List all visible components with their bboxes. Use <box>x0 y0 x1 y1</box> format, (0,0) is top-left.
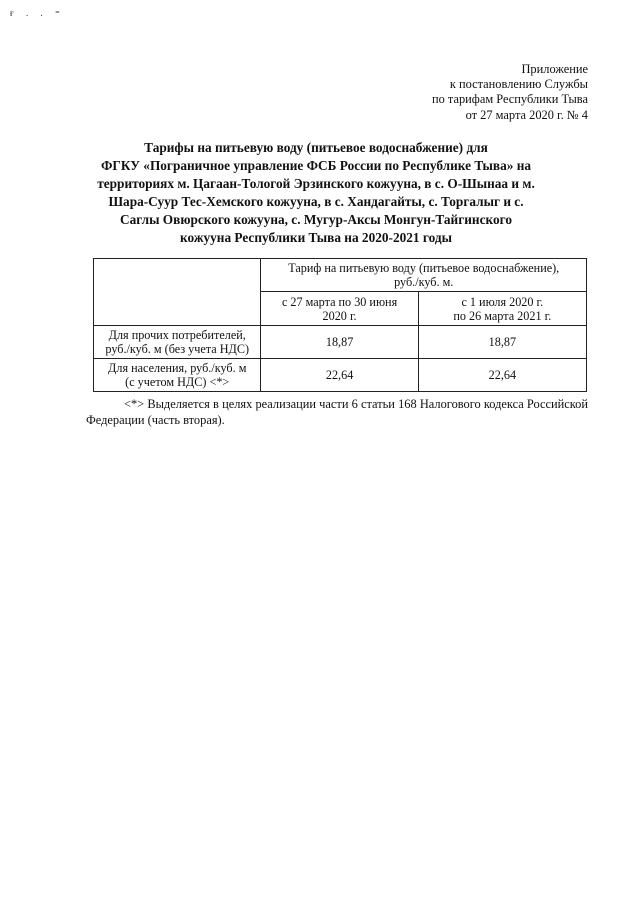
period-1-line-2: 2020 г. <box>322 308 357 323</box>
appendix-line-1: Приложение <box>521 62 588 76</box>
row-value-period-1: 18,87 <box>261 326 418 359</box>
title-line-4: Шара-Суур Тес-Хемского кожууна, в с. Хандагайты, с. Торгалыг и с. <box>108 194 524 209</box>
row-label-line-1: Для прочих потребителей, <box>108 328 246 342</box>
table-header-row <box>94 259 587 292</box>
title-line-5: Саглы Овюрского кожууна, с. Мугур-Аксы Монгун-Тайгинского <box>120 212 512 227</box>
title-line-3: территориях м. Цагаан-Тологой Эрзинского кожууна, в с. О-Шынаа и м. <box>97 176 535 191</box>
appendix-line-2: к постановлению Службы <box>449 77 588 92</box>
period-2-cell <box>418 292 586 326</box>
row-value-period-1: 22,64 <box>261 359 418 392</box>
title-line-1: Тарифы на питьевую воду (питьевое водоснабжение) для <box>144 140 488 155</box>
appendix-line-3: по тарифам Республики Тыва <box>431 92 588 107</box>
row-value-period-2: 18,87 <box>418 326 586 359</box>
row-label-other-consumers <box>94 326 261 359</box>
title-line-2: ФГКУ «Пограничное управление ФСБ России по Республике Тыва» на <box>100 158 532 173</box>
tariff-table <box>93 258 587 392</box>
period-1-line-1: с 27 марта по 30 июня <box>281 294 398 309</box>
period-2-line-2: по 26 марта 2021 г. <box>453 308 552 323</box>
table-row <box>94 359 587 392</box>
title-line-6: кожууна Республики Тыва на 2020-2021 годы <box>180 230 452 245</box>
row-label-line-2: (с учетом НДС) <*> <box>125 375 230 389</box>
row-value-period-2: 22,64 <box>418 359 586 392</box>
row-label-population <box>94 359 261 392</box>
scan-marks: ғ . . ⁼ <box>10 8 65 18</box>
header-main-line-1: Тариф на питьевую воду (питьевое водоснабжение), <box>288 261 560 275</box>
row-label-line-2: руб./куб. м (без учета НДС) <box>105 342 250 356</box>
row-label-line-1: Для населения, руб./куб. м <box>108 361 247 375</box>
appendix-line-4: от 27 марта 2020 г. № 4 <box>465 107 588 122</box>
appendix-header <box>432 62 588 123</box>
header-main-cell <box>261 259 587 292</box>
period-2-line-1: с 1 июля 2020 г. <box>461 294 544 309</box>
header-main-line-2: руб./куб. м. <box>394 275 454 289</box>
period-1-cell <box>261 292 418 326</box>
table-row <box>94 326 587 359</box>
footnote: <*> Выделяется в целях реализации части 6 статьи 168 Налогового кодекса Российской Федерации (часть вторая). <box>86 397 588 427</box>
document-title <box>80 139 552 247</box>
header-empty-cell <box>94 259 261 326</box>
